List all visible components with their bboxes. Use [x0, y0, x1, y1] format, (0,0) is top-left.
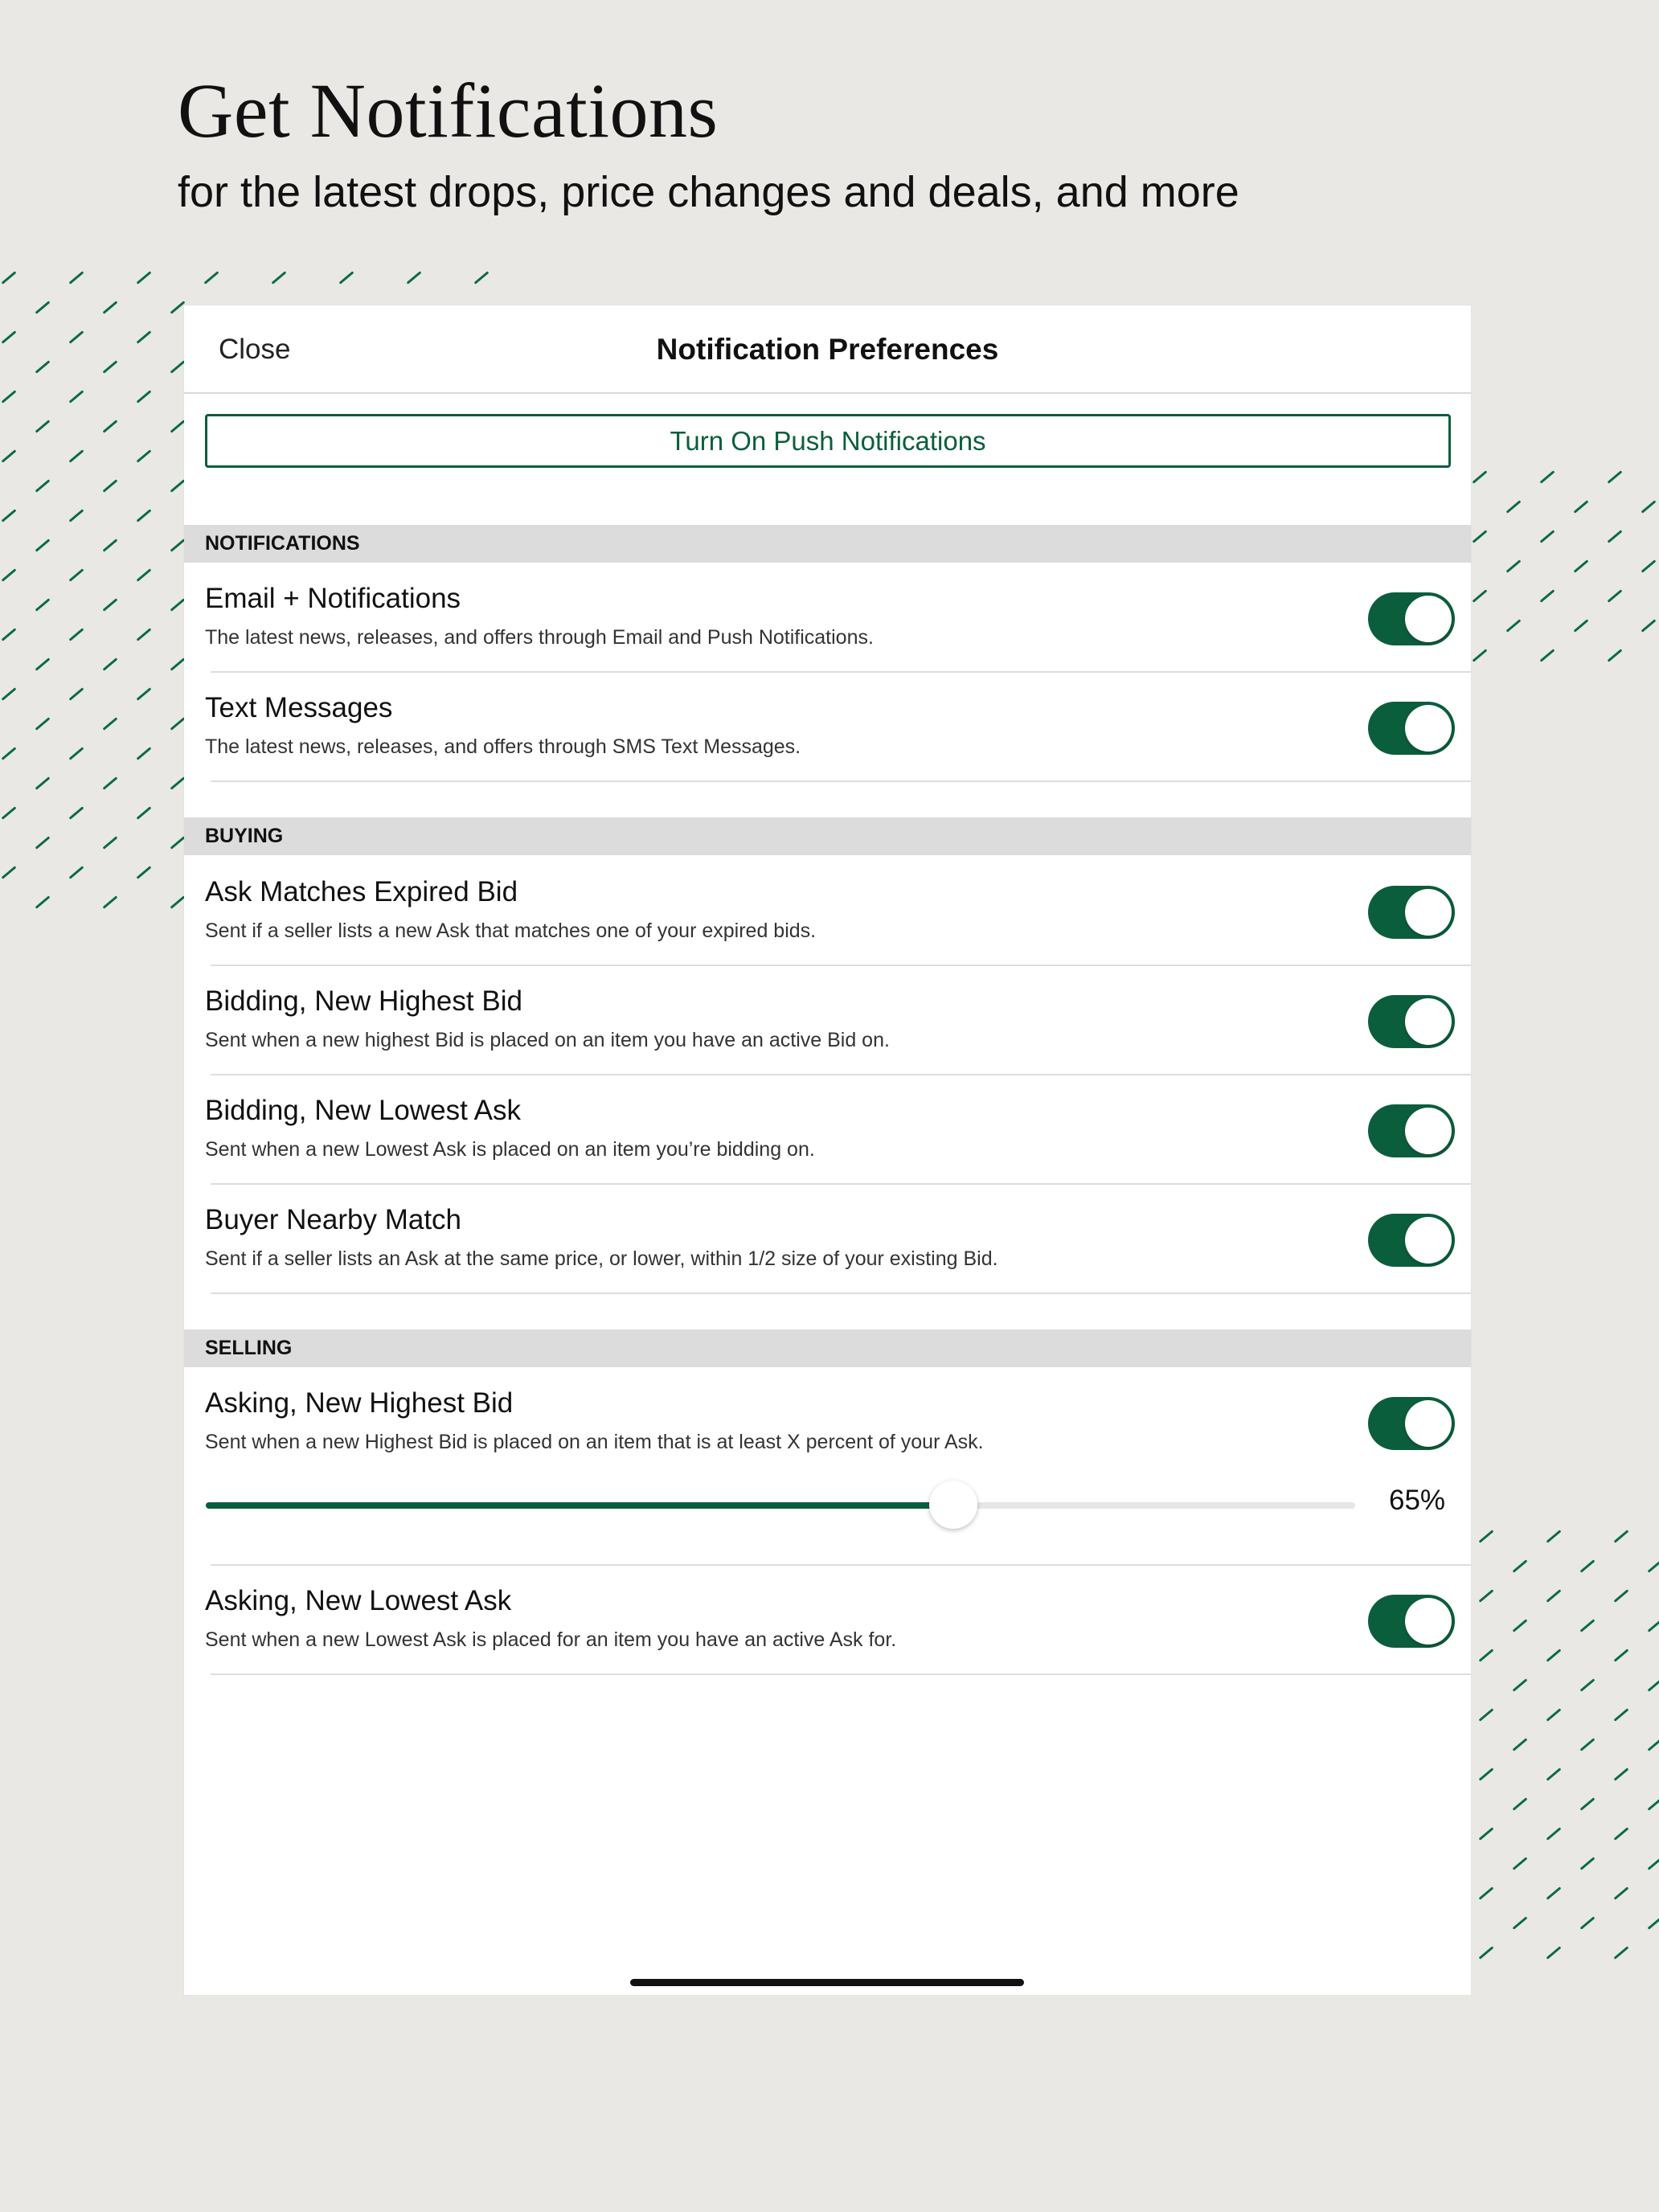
asking-new-lowest-ask-toggle[interactable]: [1368, 1595, 1455, 1648]
pattern-dash: [1608, 470, 1623, 483]
toggle-knob: [1405, 1108, 1452, 1154]
pattern-dash: [2, 806, 17, 819]
pattern-dash: [69, 390, 84, 403]
pattern-dash: [35, 301, 51, 313]
pattern-dash: [1641, 500, 1657, 513]
pattern-dash: [1614, 1708, 1629, 1721]
pattern-dash: [1641, 619, 1657, 632]
divider: [211, 1292, 1471, 1294]
ask-matches-expired-bid-toggle[interactable]: [1368, 886, 1455, 939]
pattern-dash: [1546, 1886, 1562, 1899]
pattern-dash: [103, 539, 118, 551]
pattern-dash: [1479, 1530, 1494, 1542]
pattern-dash: [170, 539, 186, 551]
pattern-dash: [1648, 1559, 1659, 1572]
pattern-dash: [1648, 1619, 1659, 1632]
pattern-dash: [35, 717, 51, 730]
pattern-dash: [1506, 500, 1522, 513]
pattern-dash: [1574, 500, 1589, 513]
pattern-dash: [69, 747, 84, 760]
buyer-nearby-match-toggle[interactable]: [1368, 1214, 1455, 1267]
pattern-dash: [2, 271, 17, 284]
pattern-dash: [170, 420, 186, 432]
pattern-dash: [2, 747, 17, 760]
setting-description: Sent when a new Highest Bid is placed on an item that is at least X percent of your Ask.: [205, 1431, 984, 1453]
pattern-dash: [1580, 1738, 1596, 1751]
pattern-dash: [1580, 1678, 1596, 1691]
pattern-dash: [137, 271, 152, 284]
pattern-dash: [103, 479, 118, 492]
toggle-knob: [1405, 705, 1452, 752]
pattern-dash: [1479, 1649, 1494, 1661]
pattern-dash: [35, 479, 51, 492]
pattern-dash: [2, 509, 17, 522]
pattern-dash: [170, 360, 186, 373]
setting-title: Email + Notifications: [205, 583, 461, 614]
pattern-dash: [103, 717, 118, 730]
pattern-dash: [137, 747, 152, 760]
pattern-dash: [69, 568, 84, 581]
pattern-dash: [1574, 559, 1589, 572]
pattern-dash: [69, 509, 84, 522]
pattern-dash: [69, 628, 84, 641]
setting-description: Sent if a seller lists an Ask at the same price, or lower, within 1/2 size of your existing Bid.: [205, 1247, 998, 1270]
email-notifications-toggle[interactable]: [1368, 592, 1455, 645]
pattern-dash: [1608, 649, 1623, 662]
pattern-dash: [204, 271, 219, 284]
pattern-dash: [272, 271, 287, 284]
pattern-dash: [69, 687, 84, 700]
pattern-dash: [1506, 559, 1522, 572]
pattern-dash: [407, 271, 422, 284]
pattern-dash: [103, 836, 118, 849]
pattern-dash: [103, 598, 118, 611]
pattern-dash: [103, 301, 118, 313]
pattern-dash: [1479, 1768, 1494, 1780]
pattern-dash: [1580, 1916, 1596, 1929]
pattern-dash: [1513, 1857, 1528, 1870]
pattern-dash: [1580, 1559, 1596, 1572]
pattern-dash: [1473, 589, 1488, 602]
pattern-dash: [1513, 1916, 1528, 1929]
pattern-dash: [1546, 1946, 1562, 1959]
pattern-dash: [1648, 1678, 1659, 1691]
section-header-buying: BUYING: [184, 817, 1471, 855]
text-messages-toggle[interactable]: [1368, 702, 1455, 755]
pattern-dash: [1614, 1768, 1629, 1780]
setting-title: Ask Matches Expired Bid: [205, 876, 518, 907]
pattern-dash: [1614, 1649, 1629, 1661]
pattern-dash: [1473, 649, 1488, 662]
notification-preferences-modal: [184, 305, 1471, 1995]
pattern-dash: [2, 628, 17, 641]
setting-row-bidding-new-lowest-ask: [184, 1075, 1471, 1185]
pattern-dash: [35, 776, 51, 789]
pattern-dash: [103, 360, 118, 373]
pattern-dash: [2, 449, 17, 462]
setting-title: Bidding, New Lowest Ask: [205, 1095, 521, 1126]
pattern-dash: [35, 895, 51, 908]
setting-row-email-notifications: [184, 563, 1471, 673]
pattern-dash: [1540, 589, 1555, 602]
setting-row-buyer-nearby-match: [184, 1185, 1471, 1294]
setting-title: Buyer Nearby Match: [205, 1204, 462, 1235]
toggle-knob: [1405, 596, 1452, 642]
percent-slider-thumb[interactable]: [929, 1481, 977, 1529]
pattern-dash: [35, 539, 51, 551]
pattern-dash: [35, 836, 51, 849]
pattern-dash: [1479, 1827, 1494, 1840]
pattern-dash: [1648, 1857, 1659, 1870]
pattern-dash: [1546, 1768, 1562, 1780]
pattern-dash: [1513, 1678, 1528, 1691]
pattern-dash: [35, 657, 51, 670]
setting-description: Sent if a seller lists a new Ask that matches one of your expired bids.: [205, 920, 817, 942]
close-button[interactable]: Close: [219, 305, 290, 394]
pattern-dash: [474, 271, 490, 284]
pattern-dash: [1608, 589, 1623, 602]
pattern-dash: [170, 717, 186, 730]
section-header-notifications: NOTIFICATIONS: [184, 525, 1471, 563]
pattern-dash: [103, 895, 118, 908]
pattern-dash: [137, 628, 152, 641]
pattern-dash: [1473, 470, 1488, 483]
pattern-dash: [35, 598, 51, 611]
pattern-dash: [2, 568, 17, 581]
pattern-dash: [1580, 1797, 1596, 1810]
pattern-dash: [35, 420, 51, 432]
pattern-dash: [1473, 530, 1488, 543]
pattern-dash: [1546, 1649, 1562, 1661]
pattern-dash: [2, 687, 17, 700]
pattern-dash: [137, 509, 152, 522]
pattern-dash: [1614, 1886, 1629, 1899]
setting-description: The latest news, releases, and offers through SMS Text Messages.: [205, 735, 801, 758]
pattern-dash: [1479, 1886, 1494, 1899]
toggle-knob: [1405, 1400, 1452, 1447]
modal-title: Notification Preferences: [656, 333, 999, 366]
setting-description: Sent when a new Lowest Ask is placed for an item you have an active Ask for.: [205, 1628, 897, 1651]
pattern-dash: [1580, 1857, 1596, 1870]
pattern-dash: [170, 776, 186, 789]
toggle-knob: [1405, 1217, 1452, 1264]
setting-description: Sent when a new highest Bid is placed on an item you have an active Bid on.: [205, 1029, 890, 1051]
setting-row-asking-new-highest-bid: [184, 1368, 1471, 1566]
pattern-dash: [137, 806, 152, 819]
pattern-dash: [137, 330, 152, 343]
pattern-dash: [1540, 649, 1555, 662]
pattern-dash: [1546, 1589, 1562, 1602]
pattern-dash: [1540, 470, 1555, 483]
bidding-new-highest-bid-toggle[interactable]: [1368, 995, 1455, 1048]
setting-row-ask-matches-expired-bid: [184, 857, 1471, 966]
pattern-dash: [1479, 1589, 1494, 1602]
pattern-dash: [1574, 619, 1589, 632]
pattern-dash: [103, 657, 118, 670]
pattern-dash: [1614, 1530, 1629, 1542]
toggle-knob: [1405, 889, 1452, 936]
toggle-knob: [1405, 1598, 1452, 1645]
pattern-dash: [103, 776, 118, 789]
hero-title: Get Notifications: [178, 68, 719, 154]
pattern-dash: [1648, 1797, 1659, 1810]
pattern-dash: [1540, 530, 1555, 543]
pattern-dash: [2, 330, 17, 343]
setting-title: Asking, New Lowest Ask: [205, 1585, 512, 1616]
percent-slider-value: 65%: [1389, 1485, 1446, 1516]
pattern-dash: [170, 657, 186, 670]
pattern-dash: [1513, 1619, 1528, 1632]
pattern-dash: [1648, 1738, 1659, 1751]
pattern-dash: [69, 806, 84, 819]
pattern-dash: [1614, 1827, 1629, 1840]
percent-slider-fill: [206, 1502, 953, 1509]
pattern-dash: [103, 420, 118, 432]
pattern-dash: [170, 598, 186, 611]
pattern-dash: [170, 895, 186, 908]
pattern-dash: [1546, 1827, 1562, 1840]
pattern-dash: [1546, 1530, 1562, 1542]
pattern-dash: [1479, 1946, 1494, 1959]
pattern-dash: [137, 866, 152, 879]
divider: [211, 1673, 1471, 1675]
pattern-dash: [1648, 1916, 1659, 1929]
pattern-dash: [1614, 1589, 1629, 1602]
pattern-dash: [137, 449, 152, 462]
pattern-dash: [137, 390, 152, 403]
pattern-dash: [1641, 559, 1657, 572]
pattern-dash: [69, 330, 84, 343]
pattern-dash: [1513, 1738, 1528, 1751]
pattern-dash: [69, 866, 84, 879]
pattern-dash: [137, 568, 152, 581]
pattern-dash: [1608, 530, 1623, 543]
setting-title: Bidding, New Highest Bid: [205, 985, 522, 1017]
setting-description: Sent when a new Lowest Ask is placed on an item you’re bidding on.: [205, 1138, 815, 1161]
percent-slider-track[interactable]: [206, 1502, 1355, 1509]
turn-on-push-notifications-button[interactable]: Turn On Push Notifications: [205, 414, 1451, 468]
toggle-knob: [1405, 998, 1452, 1045]
pattern-dash: [2, 866, 17, 879]
setting-description: The latest news, releases, and offers through Email and Push Notifications.: [205, 626, 874, 649]
pattern-dash: [1513, 1797, 1528, 1810]
setting-row-bidding-new-highest-bid: [184, 966, 1471, 1075]
pattern-dash: [170, 479, 186, 492]
pattern-dash: [339, 271, 354, 284]
pattern-dash: [137, 687, 152, 700]
pattern-dash: [1506, 619, 1522, 632]
hero-subtitle: for the latest drops, price changes and deals, and more: [178, 168, 1239, 216]
setting-row-asking-new-lowest-ask: [184, 1566, 1471, 1675]
pattern-dash: [1614, 1946, 1629, 1959]
modal-header: [184, 305, 1471, 394]
home-indicator: [630, 1979, 1024, 1986]
pattern-dash: [1513, 1559, 1528, 1572]
pattern-dash: [69, 271, 84, 284]
setting-title: Text Messages: [205, 692, 393, 723]
setting-row-text-messages: [184, 673, 1471, 782]
bidding-new-lowest-ask-toggle[interactable]: [1368, 1104, 1455, 1157]
pattern-dash: [170, 836, 186, 849]
pattern-dash: [170, 301, 186, 313]
section-header-selling: SELLING: [184, 1329, 1471, 1367]
pattern-dash: [1546, 1708, 1562, 1721]
divider: [211, 780, 1471, 782]
pattern-dash: [1479, 1708, 1494, 1721]
setting-title: Asking, New Highest Bid: [205, 1387, 514, 1419]
asking-new-highest-bid-toggle[interactable]: [1368, 1397, 1455, 1450]
pattern-dash: [2, 390, 17, 403]
pattern-dash: [35, 360, 51, 373]
pattern-dash: [1580, 1619, 1596, 1632]
pattern-dash: [69, 449, 84, 462]
